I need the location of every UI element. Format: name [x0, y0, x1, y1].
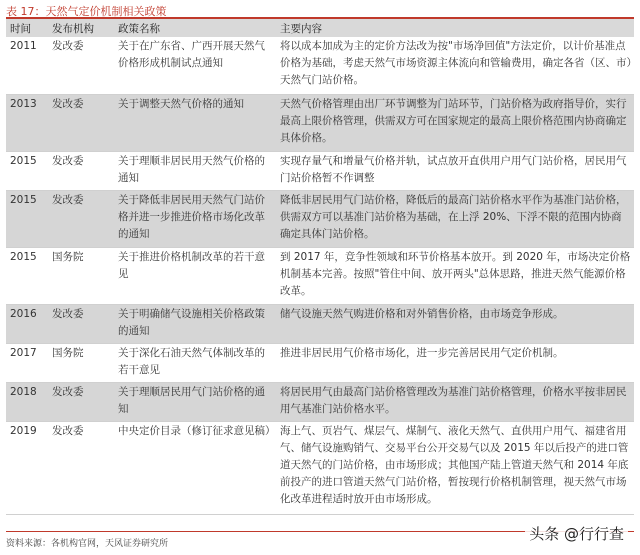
cell-content: 到 2017 年，竞争性领域和环节价格基本放开。到 2020 年，市场决定价格机制基本完善。按照"管住中间、放开两头"总体思路，推进天然气能源价格改革。	[280, 250, 631, 297]
table-row	[6, 421, 634, 514]
cell-policy: 关于明确储气设施相关价格政策的通知	[118, 307, 265, 337]
table-header-row	[6, 19, 634, 37]
header-year: 时间	[10, 22, 31, 35]
cell-policy: 关于在广东省、广西开展天然气价格形成机制试点通知	[118, 40, 265, 69]
cell-content: 实现存量气和增量气价格并轨，试点放开直供用户用气门站价格，居民用气门站价格暂不作调整	[280, 154, 627, 184]
cell-content: 推进非居民用气价格市场化，进一步完善居民用气定价机制。	[280, 346, 564, 359]
cell-year: 2015	[10, 154, 37, 167]
policy-table	[6, 19, 634, 515]
cell-year: 2015	[10, 250, 37, 263]
source-note: 资料来源：各机构官网，天风证券研究所	[6, 539, 169, 549]
table-row	[6, 382, 634, 421]
cell-org: 发改委	[52, 154, 84, 167]
table-row	[6, 304, 634, 343]
header-content: 主要内容	[280, 22, 322, 35]
cell-org: 国务院	[52, 250, 84, 263]
cell-year: 2013	[10, 97, 37, 110]
cell-policy: 中央定价目录（修订征求意见稿）	[118, 424, 276, 437]
table-row	[6, 151, 634, 190]
cell-org: 发改委	[52, 424, 84, 437]
cell-year: 2019	[10, 424, 37, 437]
table-row	[6, 37, 634, 94]
table-row	[6, 190, 634, 247]
cell-content: 降低非居民用气门站价格，降低后的最高门站价格水平作为基准门站价格，供需双方可以基准门站价格为基础，在上浮 20%、下浮不限的范围内协商确定具体门站价格。	[280, 193, 627, 240]
cell-content: 海上气、页岩气、煤层气、煤制气、液化天然气、直供用户用气、福建省用气、储气设施购销气、交易平台公开交易气以及 2015 年以后投产的进口管道天然气的门站价格，由市场形成；其他国产陆上管道天然气和 2014 年底前投产的进口管道天然气门站价格，暂按现行价格机制管理，视天然气市场化改革进程适时放开由市场形成。	[280, 424, 629, 505]
cell-org: 发改委	[52, 40, 84, 52]
cell-org: 发改委	[52, 97, 84, 110]
table-row	[6, 94, 634, 151]
table-caption: 表 17：天然气定价机制相关政策	[6, 5, 167, 18]
header-policy: 政策名称	[118, 22, 160, 35]
cell-policy: 关于理顺非居民用天然气价格的通知	[118, 154, 265, 184]
cell-org: 发改委	[52, 307, 84, 320]
cell-content: 天然气价格管理由出厂环节调整为门站环节，门站价格为政府指导价，实行最高上限价格管理，供需双方可在国家规定的最高上限价格范围内协商确定具体价格。	[280, 97, 627, 144]
cell-year: 2018	[10, 385, 37, 398]
cell-policy: 关于推进价格机制改革的若干意见	[118, 250, 265, 280]
table-row	[6, 247, 634, 304]
cell-policy: 关于理顺居民用气门站价格的通知	[118, 385, 265, 415]
header-org: 发布机构	[52, 22, 94, 35]
cell-content: 将居民用气由最高门站价格管理改为基准门站价格管理，价格水平按非居民用气基准门站价格水平。	[280, 385, 627, 415]
cell-content: 将以成本加成为主的定价方法改为按"市场净回值"方法定价，以计价基准点价格为基础，考虑天然气市场资源主体流向和管输费用，确定各省（区、市）天然气门站价格。	[280, 40, 632, 86]
cell-org: 发改委	[52, 385, 84, 398]
cell-org: 国务院	[52, 346, 84, 359]
cell-year: 2017	[10, 346, 37, 359]
cell-year: 2015	[10, 193, 37, 206]
cell-policy: 关于降低非居民用天然气门站价格并进一步推进价格市场化改革的通知	[118, 193, 265, 240]
cell-year: 2016	[10, 307, 37, 320]
cell-policy: 关于调整天然气价格的通知	[118, 97, 244, 110]
watermark: 头条 @行行查	[525, 522, 628, 545]
table-row	[6, 343, 634, 382]
cell-org: 发改委	[52, 193, 84, 206]
cell-policy: 关于深化石油天然气体制改革的若干意见	[118, 346, 265, 376]
cell-content: 储气设施天然气购进价格和对外销售价格，由市场竞争形成。	[280, 307, 564, 320]
cell-year: 2011	[10, 40, 37, 52]
